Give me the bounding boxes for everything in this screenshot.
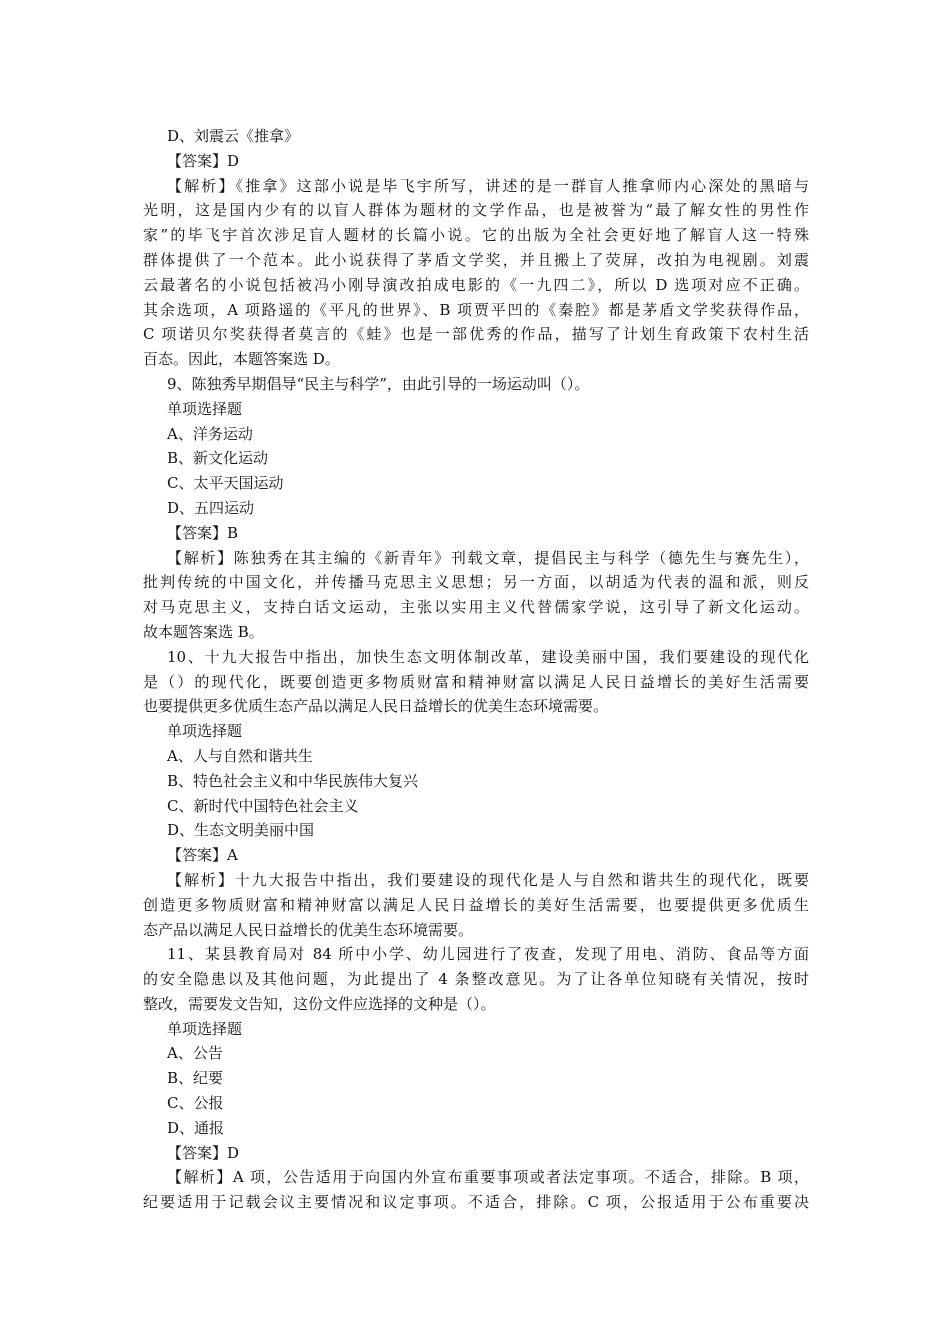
q11-analysis-line: 纪要适用于记载会议主要情况和议定事项。不适合，排除。C 项，公报适用于公布重要决 (143, 1193, 809, 1212)
q11-option-c: C、公报 (167, 1094, 224, 1113)
q9-option-d: D、五四运动 (167, 498, 255, 517)
q11-type: 单项选择题 (167, 1019, 243, 1038)
q8-analysis-line: C 项诺贝尔奖获得者莫言的《蛙》也是一部优秀的作品，描写了计划生育政策下农村生活 (143, 325, 809, 344)
q11-option-d: D、通报 (167, 1118, 225, 1137)
document-page (143, 124, 809, 1215)
q9-analysis-line: 批判传统的中国文化，并传播马克思主义思想；另一方面，以胡适为代表的温和派，则反 (143, 573, 809, 592)
q10-question-line: 10、十九大报告中指出，加快生态文明体制改革，建设美丽中国，我们要建设的现代化 (167, 647, 809, 666)
q9-analysis-line: 对马克思主义，支持白话文运动，主张以实用主义代替儒家学说，这引导了新文化运动。 (143, 598, 809, 617)
q11-question-line: 11、某县教育局对 84 所中小学、幼儿园进行了夜查，发现了用电、消防、食品等方面 (167, 945, 809, 964)
q9-analysis-line: 故本题答案选 B。 (143, 622, 264, 641)
q9-option-c: C、太平天国运动 (167, 474, 284, 493)
q10-option-d: D、生态文明美丽中国 (167, 821, 315, 840)
q10-option-c: C、新时代中国特色社会主义 (167, 796, 359, 815)
q11-question-line: 整改，需要发文告知，这份文件应选择的文种是（）。 (143, 994, 496, 1013)
q10-answer: 【答案】A (167, 846, 238, 865)
q9-type: 单项选择题 (167, 399, 243, 418)
q11-answer: 【答案】D (167, 1143, 240, 1162)
q8-answer: 【答案】D (167, 151, 240, 170)
q8-analysis-line: 百态。因此，本题答案选 D。 (143, 350, 340, 369)
q9-option-b: B、新文化运动 (167, 449, 269, 468)
q11-option-b: B、纪要 (167, 1069, 224, 1088)
q9-analysis-line: 【解析】陈独秀在其主编的《新青年》刊载文章，提倡民主与科学（德先生与赛先生）， (167, 548, 809, 567)
q10-option-a: A、人与自然和谐共生 (167, 746, 313, 765)
q9-question: 9、陈独秀早期倡导“民主与科学”，由此引导的一场运动叫（）。 (167, 374, 590, 393)
q8-analysis-line: 家”的毕飞宇首次涉足盲人题材的长篇小说。它的出版为全社会更好地了解盲人这一特殊 (143, 226, 809, 245)
q8-analysis-line: 其余选项，A 项路遥的《平凡的世界》、B 项贾平凹的《秦腔》都是茅盾文学奖获得作品， (143, 300, 809, 319)
q9-option-a: A、洋务运动 (167, 424, 253, 443)
q8-analysis-line: 群体提供了一个范本。此小说获得了茅盾文学奖，并且搬上了荧屏，改拍为电视剧。刘震 (143, 250, 809, 269)
q10-analysis-line: 【解析】十九大报告中指出，我们要建设的现代化是人与自然和谐共生的现代化，既要 (167, 870, 809, 889)
q11-analysis-line: 【解析】A 项，公告适用于向国内外宣布重要事项或者法定事项。不适合，排除。B 项， (167, 1168, 809, 1187)
q10-analysis-line: 态产品以满足人民日益增长的优美生态环境需要。 (143, 920, 474, 939)
q8-option-d: D、刘震云《推拿》 (167, 127, 300, 145)
q8-analysis-line: 云最著名的小说包括被冯小刚导演改拍成电影的《一九四二》，所以 D 选项对应不正确。 (143, 275, 809, 294)
q11-question-line: 的安全隐患以及其他问题，为此提出了 4 条整改意见。为了让各单位知晓有关情况，按时 (143, 970, 809, 989)
q8-analysis-line: 【解析】《推拿》这部小说是毕飞宇所写，讲述的是一群盲人推拿师内心深处的黑暗与 (167, 176, 809, 195)
q10-type: 单项选择题 (167, 722, 243, 741)
q8-analysis-line: 光明，这是国内少有的以盲人群体为题材的文学作品，也是被誉为“最了解女性的男性作 (143, 201, 809, 220)
q10-option-b: B、特色社会主义和中华民族伟大复兴 (167, 771, 419, 790)
q10-question-line: 也要提供更多优质生态产品以满足人民日益增长的优美生态环境需要。 (143, 697, 609, 716)
q10-question-line: 是（）的现代化，既要创造更多物质财富和精神财富以满足人民日益增长的美好生活需要 (143, 672, 809, 691)
q10-analysis-line: 创造更多物质财富和精神财富以满足人民日益增长的美好生活需要，也要提供更多优质生 (143, 895, 809, 914)
q9-answer: 【答案】B (167, 523, 239, 542)
q11-option-a: A、公告 (167, 1044, 223, 1063)
